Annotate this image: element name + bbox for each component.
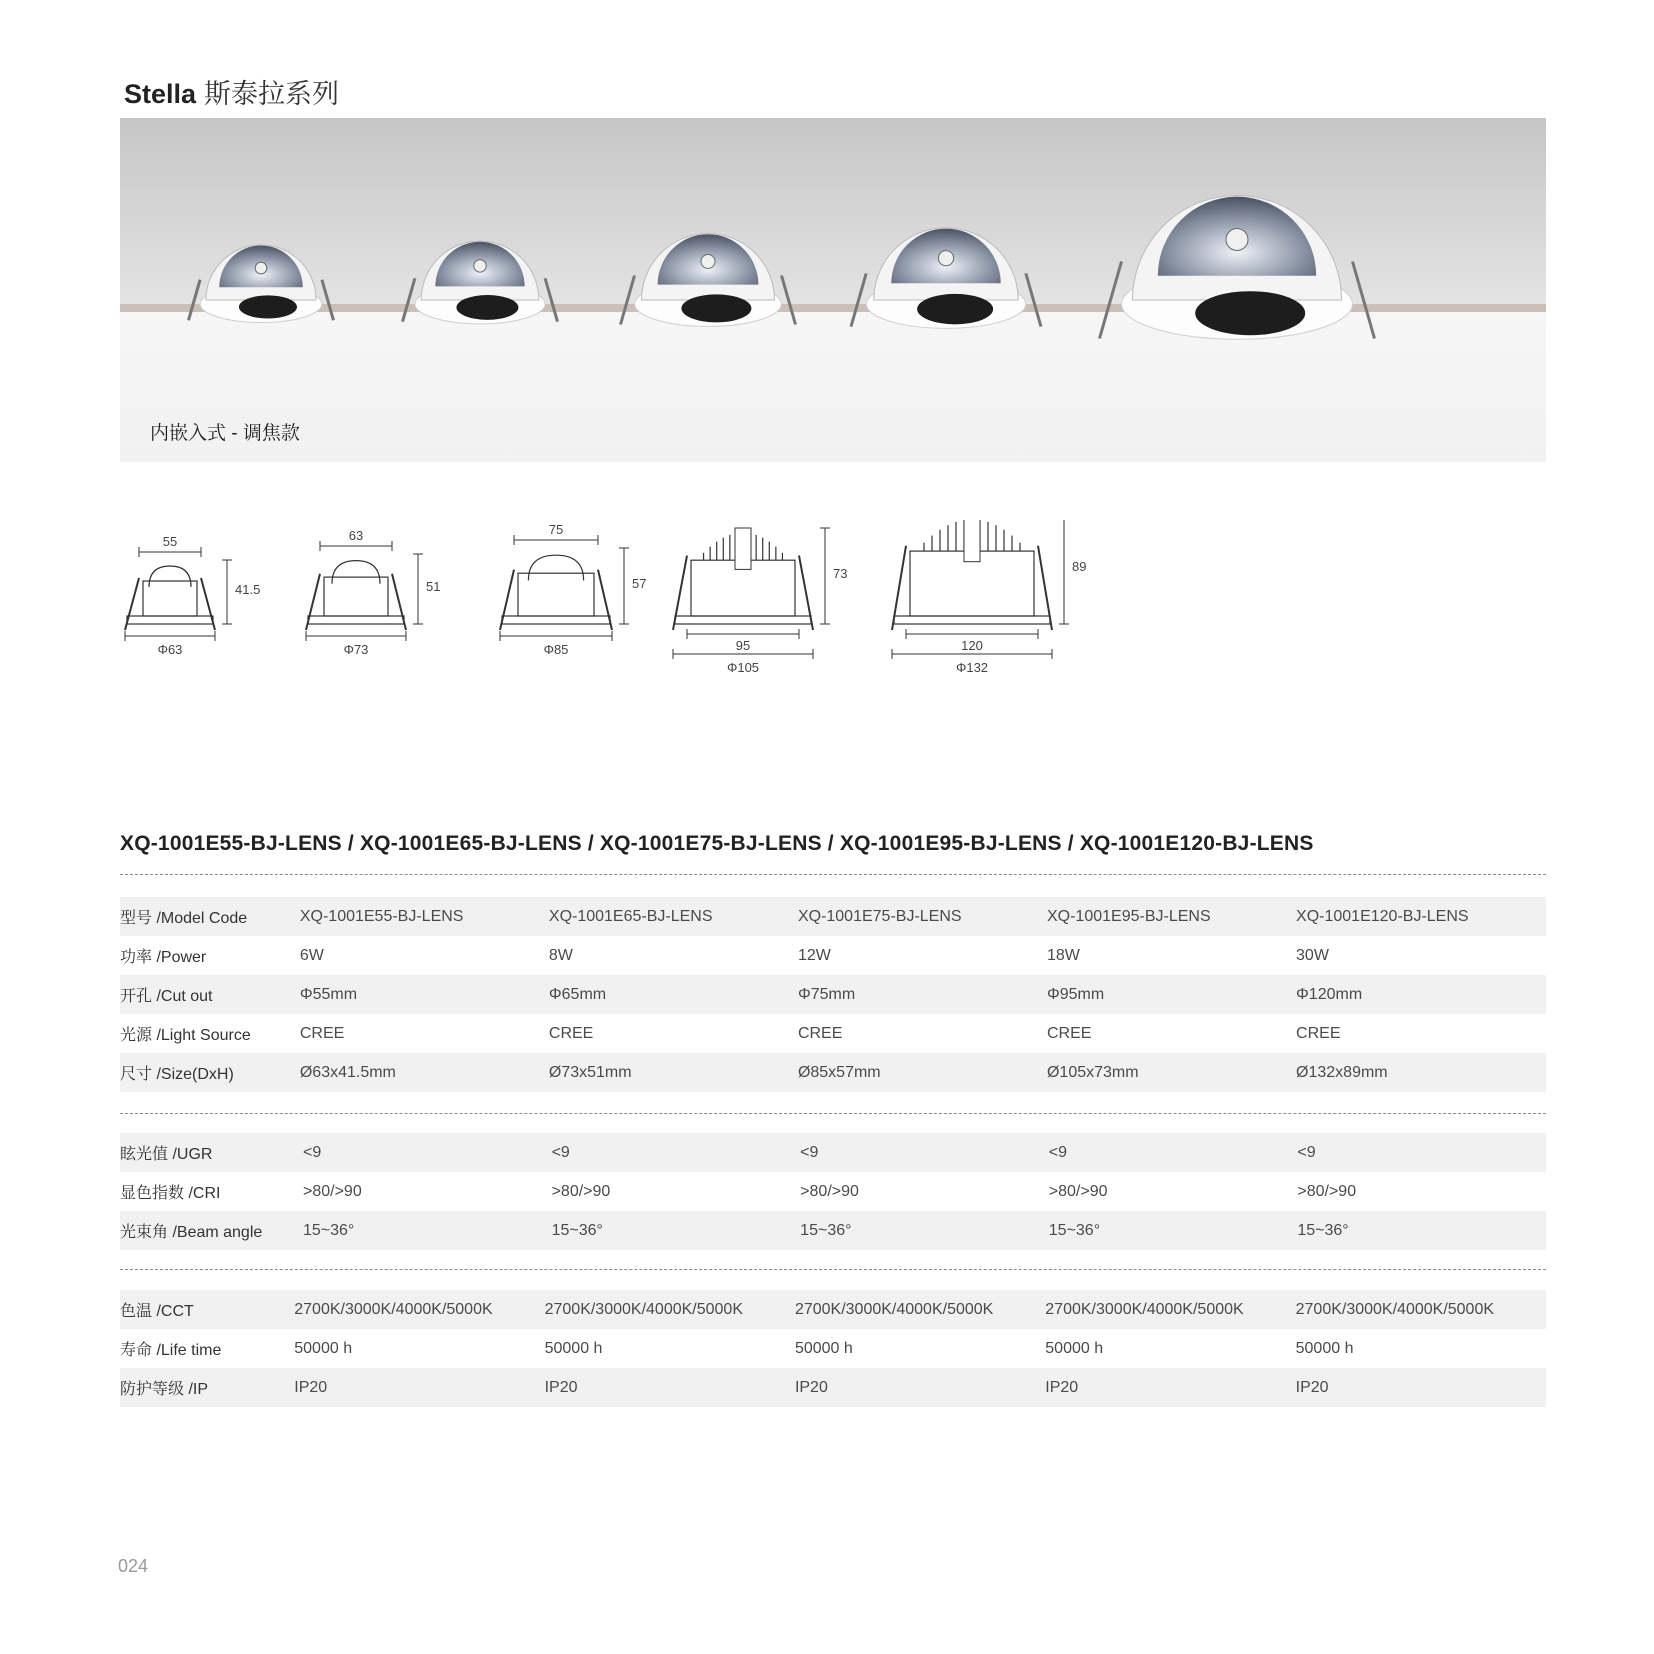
height-dimension-label: 57 (632, 576, 647, 591)
spec-value: 2700K/3000K/4000K/5000K (795, 1290, 1045, 1329)
spec-value: 2700K/3000K/4000K/5000K (545, 1290, 795, 1329)
height-dimension-label: 89 (1072, 559, 1087, 574)
dimension-drawing (500, 522, 646, 657)
spec-value: 15~36° (800, 1211, 1049, 1250)
width-dimension-label: 120 (961, 638, 983, 653)
spec-value: 50000 h (544, 1339, 603, 1357)
spec-label: 光源 /Light Source (120, 1027, 251, 1044)
spec-value: IP20 (1296, 1368, 1546, 1407)
spec-value: 12W (797, 946, 831, 964)
dimension-drawing (673, 528, 847, 675)
spec-value: 2700K/3000K/4000K/5000K (294, 1290, 544, 1329)
spec-value: <9 (1049, 1133, 1298, 1172)
diameter-dimension-label: Φ73 (343, 642, 369, 657)
height-dimension-label: 41.5 (235, 582, 261, 597)
spec-label: 寿命 /Life time (120, 1342, 222, 1359)
spec-row (120, 897, 1546, 936)
spec-value: IP20 (795, 1368, 1045, 1407)
spec-row (120, 1368, 1546, 1407)
height-dimension-label: 73 (833, 566, 848, 581)
model-codes-title: XQ-1001E55-BJ-LENS / XQ-1001E65-BJ-LENS / XQ-1001E75-BJ-LENS / XQ-1001E95-BJ-LENS / XQ-1001E120-BJ-LENS (120, 832, 1314, 855)
spec-label: 色温 /CCT (120, 1290, 294, 1329)
spec-value: Φ120mm (1296, 975, 1546, 1014)
spec-value: 18W (1046, 946, 1080, 964)
spec-value: CREE (1296, 1024, 1341, 1042)
dimension-drawings (120, 520, 1180, 700)
spec-value: 50000 h (294, 1339, 353, 1357)
spec-value: Ø132x89mm (1296, 1053, 1546, 1092)
spec-value: CREE (299, 1024, 345, 1042)
product-photo (120, 118, 1546, 462)
spec-value: Φ65mm (549, 975, 798, 1014)
spec-value: IP20 (545, 1368, 795, 1407)
spec-value: Φ95mm (1047, 975, 1296, 1014)
spec-row (120, 1014, 1546, 1053)
spec-value: 2700K/3000K/4000K/5000K (1045, 1290, 1295, 1329)
width-dimension-label: 63 (348, 528, 364, 543)
spec-value: 15~36° (552, 1211, 801, 1250)
divider (120, 874, 1546, 875)
spec-value: CREE (548, 1024, 594, 1042)
spec-value: XQ-1001E120-BJ-LENS (1296, 897, 1546, 936)
brand-name: Stella (124, 79, 197, 109)
diameter-dimension-label: Φ63 (157, 642, 183, 657)
spec-value: XQ-1001E65-BJ-LENS (549, 897, 798, 936)
spec-table-optical (120, 1133, 1546, 1250)
spec-value: IP20 (1045, 1368, 1295, 1407)
series-name: 斯泰拉系列 (204, 79, 340, 109)
spec-label: 开孔 /Cut out (120, 975, 300, 1014)
spec-label: 尺寸 /Size(DxH) (120, 1053, 300, 1092)
spec-value: 2700K/3000K/4000K/5000K (1296, 1290, 1546, 1329)
spec-label: 眩光值 /UGR (120, 1133, 303, 1172)
spec-value: 50000 h (1045, 1339, 1104, 1357)
spec-value: >80/>90 (302, 1182, 362, 1200)
spec-label: 光束角 /Beam angle (120, 1211, 303, 1250)
spec-value: 30W (1296, 946, 1329, 964)
spec-value: CREE (797, 1024, 843, 1042)
spec-row (120, 936, 1546, 975)
spec-label: 型号 /Model Code (120, 897, 300, 936)
spec-value: IP20 (294, 1368, 544, 1407)
spec-row (120, 1329, 1546, 1368)
spec-value: >80/>90 (800, 1182, 859, 1200)
spec-row (120, 1211, 1546, 1250)
spec-row (120, 1290, 1546, 1329)
spec-value: >80/>90 (1297, 1182, 1357, 1200)
divider (120, 1113, 1546, 1114)
spec-value: 15~36° (1049, 1211, 1298, 1250)
spec-value: <9 (1297, 1133, 1546, 1172)
spec-value: Φ75mm (798, 975, 1047, 1014)
spec-value: Φ55mm (300, 975, 549, 1014)
spec-value: Ø85x57mm (798, 1053, 1047, 1092)
spec-label: 显色指数 /CRI (120, 1185, 221, 1202)
spec-value: <9 (800, 1133, 1049, 1172)
width-dimension-label: 55 (162, 534, 178, 549)
diameter-dimension-label: Φ132 (955, 660, 989, 675)
spec-value: <9 (552, 1133, 801, 1172)
spec-value: Ø63x41.5mm (300, 1053, 549, 1092)
spec-table-environment (120, 1290, 1546, 1407)
page-number: 024 (118, 1556, 149, 1576)
spec-value: Ø105x73mm (1047, 1053, 1296, 1092)
spec-value: XQ-1001E95-BJ-LENS (1047, 897, 1296, 936)
spec-value: 50000 h (1295, 1339, 1354, 1357)
spec-label: 功率 /Power (120, 949, 207, 966)
dimension-drawings-svg (120, 520, 1180, 700)
spec-value: >80/>90 (551, 1182, 611, 1200)
dimension-drawing (125, 534, 260, 657)
product-banner-image (120, 118, 1546, 462)
spec-value: XQ-1001E75-BJ-LENS (798, 897, 1047, 936)
diameter-dimension-label: Φ85 (543, 642, 569, 657)
height-dimension-label: 51 (426, 579, 441, 594)
width-dimension-label: 75 (548, 522, 564, 537)
spec-value: XQ-1001E55-BJ-LENS (300, 897, 549, 936)
spec-row (120, 975, 1546, 1014)
spec-row (120, 1172, 1546, 1211)
spec-label: 防护等级 /IP (120, 1368, 294, 1407)
spec-value: 15~36° (1297, 1211, 1546, 1250)
spec-table-basic (120, 897, 1546, 1092)
page-title (124, 72, 339, 111)
spec-row (120, 1133, 1546, 1172)
spec-row (120, 1053, 1546, 1092)
spec-value: 50000 h (794, 1339, 853, 1357)
spec-value: 15~36° (303, 1211, 552, 1250)
diameter-dimension-label: Φ105 (726, 660, 760, 675)
spec-value: Ø73x51mm (549, 1053, 798, 1092)
dimension-drawing (306, 528, 440, 657)
spec-value: <9 (303, 1133, 552, 1172)
width-dimension-label: 95 (735, 638, 751, 653)
spec-value: >80/>90 (1048, 1182, 1108, 1200)
spec-value: 6W (299, 946, 324, 964)
spec-value: CREE (1046, 1024, 1092, 1042)
spec-value: 8W (548, 946, 573, 964)
banner-caption: 内嵌入式 - 调焦款 (150, 423, 300, 444)
dimension-drawing (892, 520, 1086, 675)
divider (120, 1269, 1546, 1270)
